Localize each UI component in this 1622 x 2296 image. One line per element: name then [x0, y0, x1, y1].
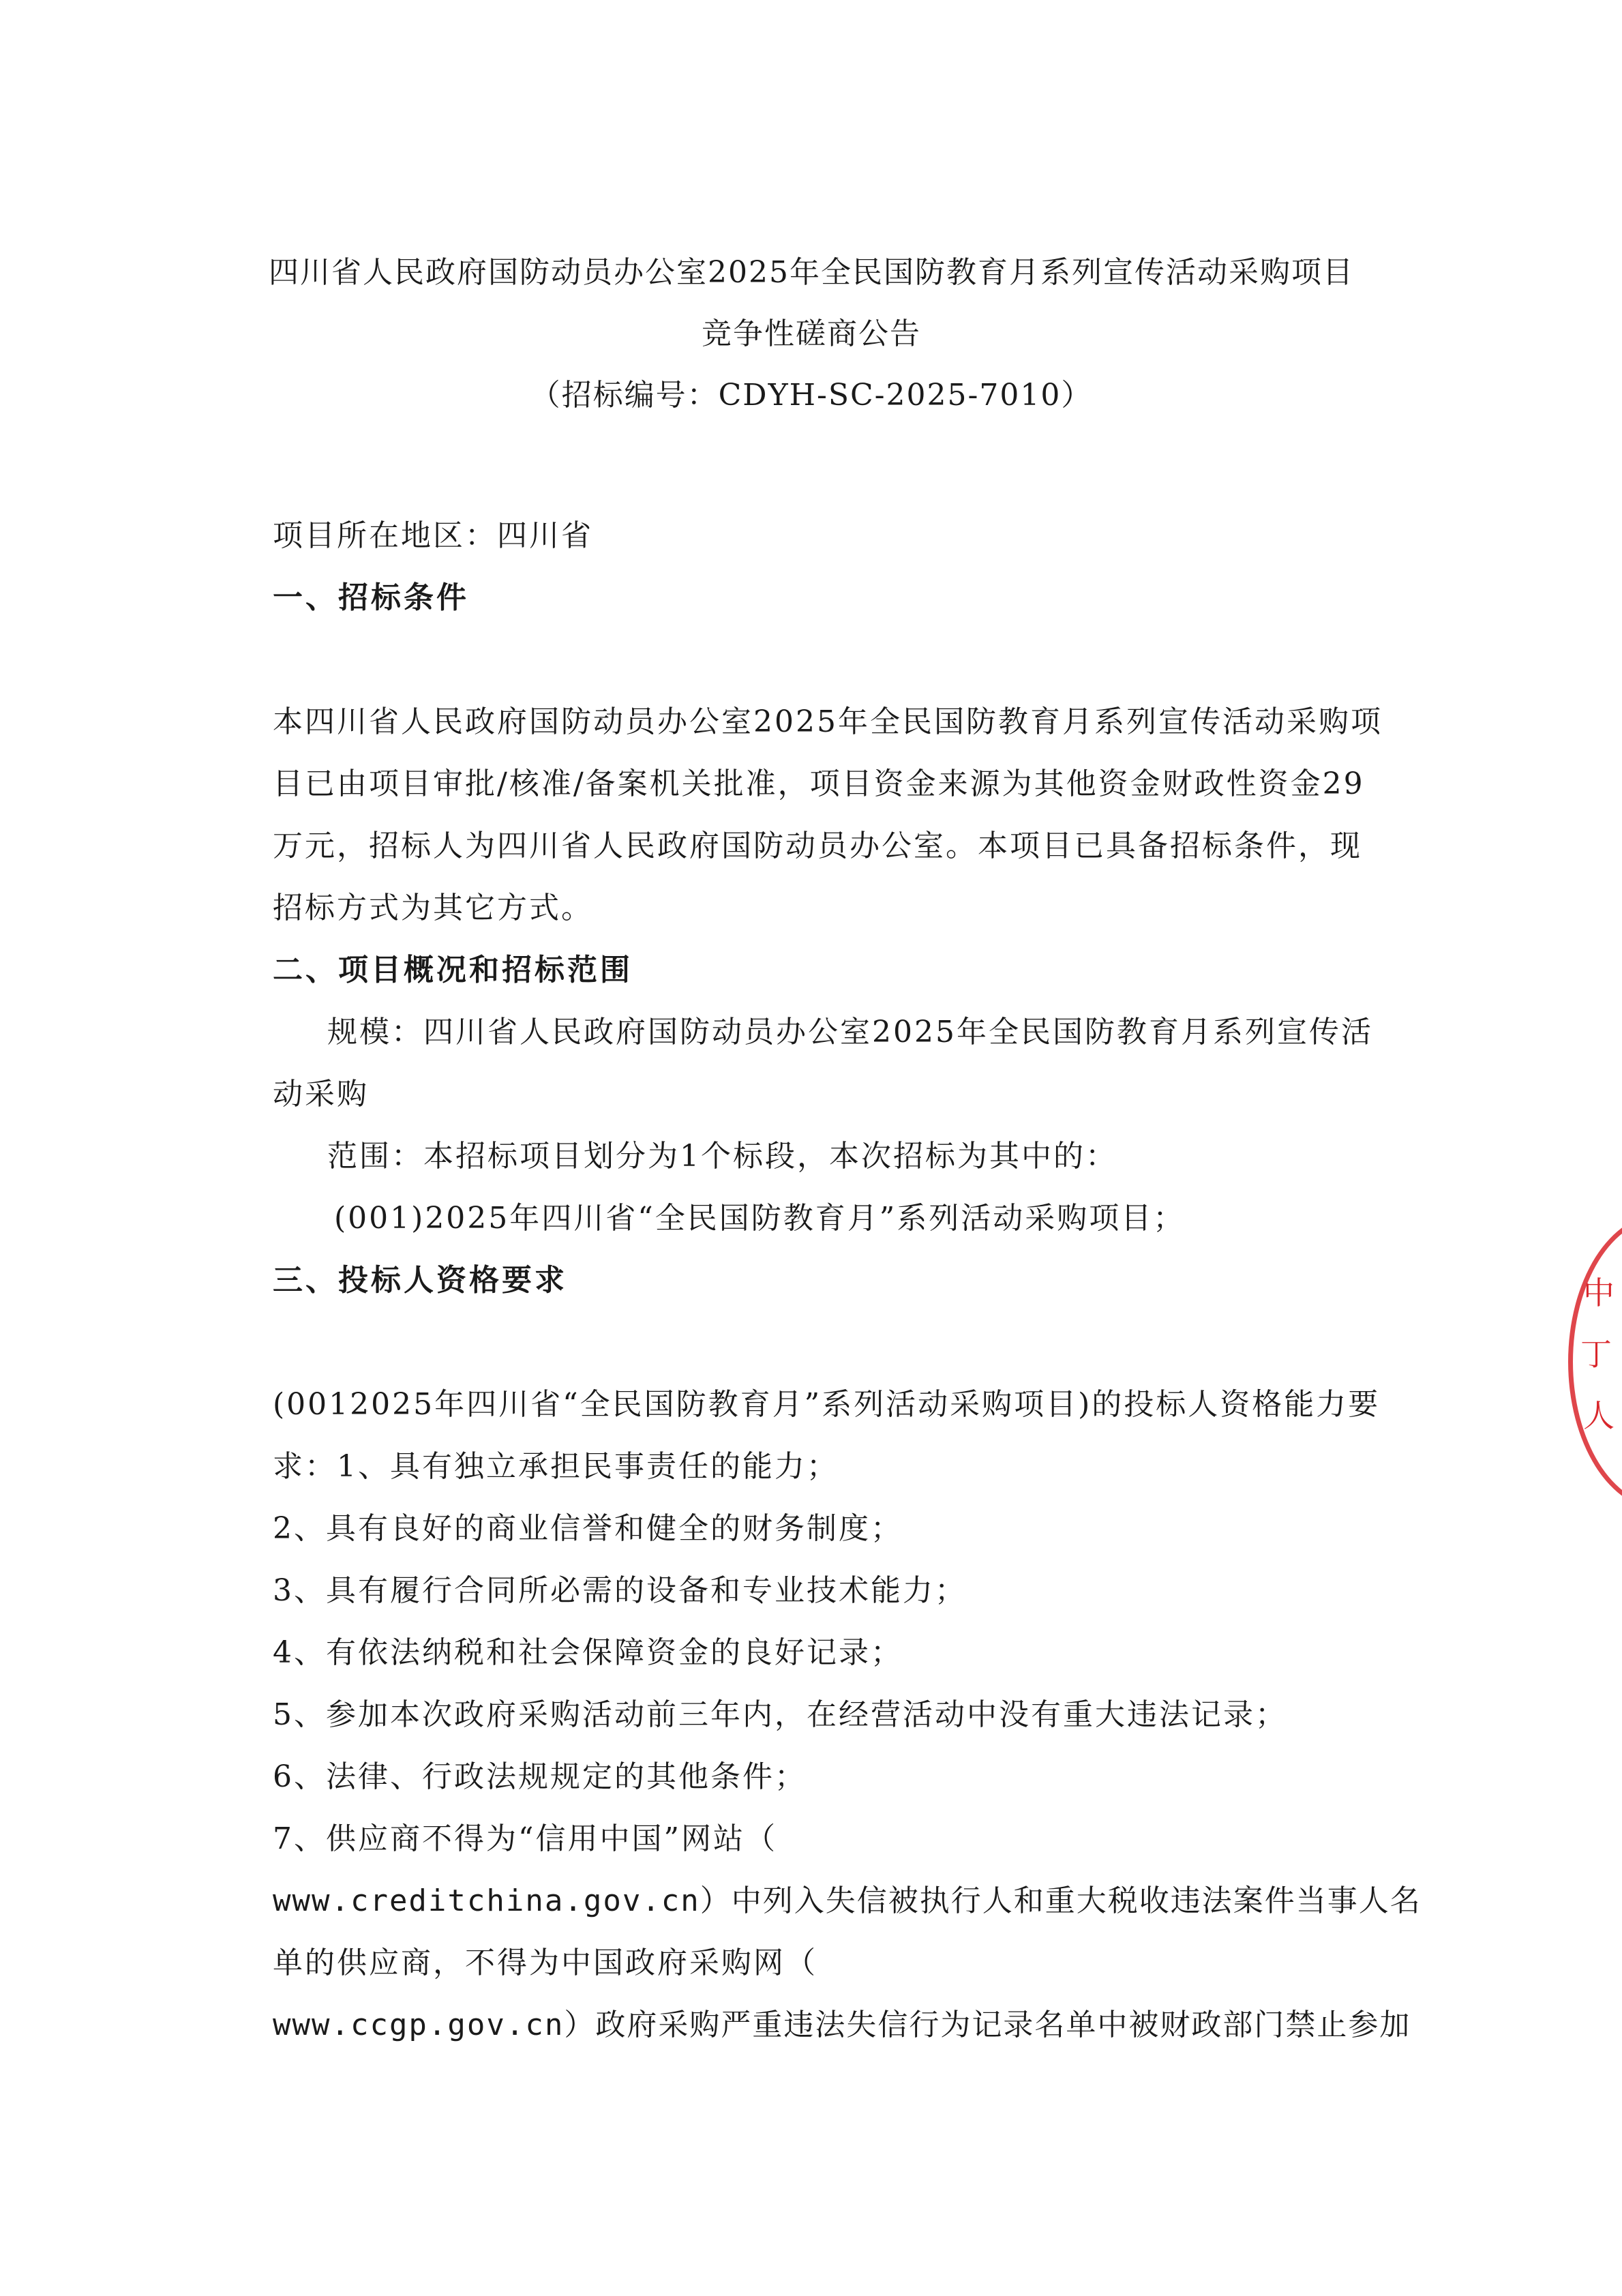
requirement-line: 7、供应商不得为“信用中国”网站（ — [273, 1821, 777, 1856]
title-line-2: 竞争性磋商公告 — [702, 316, 921, 351]
seal-fragment-glyph: 人 — [1583, 1397, 1615, 1434]
requirement-line: 6、法律、行政法规规定的其他条件； — [273, 1759, 807, 1794]
seal-fragment-glyph: 丁 — [1580, 1336, 1612, 1373]
section-heading-project-overview: 二、项目概况和招标范围 — [273, 953, 633, 987]
requirement-line: 5、参加本次政府采购活动前三年内，在经营活动中没有重大违法记录； — [273, 1697, 1287, 1732]
requirement-line: 4、有依法纳税和社会保障资金的良好记录； — [273, 1635, 903, 1670]
spacer — [273, 629, 1377, 691]
scale-line-continued: 动采购 — [273, 1077, 369, 1112]
project-location: 项目所在地区：四川省 — [273, 518, 593, 553]
requirement-line-url: www.creditchina.gov.cn）中列入失信被执行人和重大税收违法案件当事人名 — [273, 1883, 1422, 1918]
requirement-line: (0012025年四川省“全民国防教育月”系列活动采购项目)的投标人资格能力要 — [273, 1387, 1381, 1422]
paragraph-line: 万元，招标人为四川省人民政府国防动员办公室。本项目已具备招标条件，现 — [273, 829, 1362, 863]
requirement-line: 2、具有良好的商业信誉和健全的财务制度； — [273, 1511, 903, 1546]
scope-line: 范围：本招标项目划分为1个标段，本次招标为其中的： — [327, 1139, 1117, 1174]
seal-fragment-glyph: 中 — [1583, 1274, 1615, 1311]
section-heading-tender-conditions: 一、招标条件 — [273, 580, 469, 615]
paragraph-line: 招标方式为其它方式。 — [273, 891, 593, 925]
requirement-line-url: www.ccgp.gov.cn）政府采购严重违法失信行为记录名单中被财政部门禁止参加 — [273, 2008, 1411, 2042]
requirement-line: 单的供应商，不得为中国政府采购网（ — [273, 1945, 817, 1980]
document-body — [273, 505, 1422, 2056]
lot-line: (001)2025年四川省“全民国防教育月”系列活动采购项目； — [334, 1201, 1186, 1236]
requirement-line: 3、具有履行合同所必需的设备和专业技术能力； — [273, 1573, 967, 1608]
section-heading-bidder-qualifications: 三、投标人资格要求 — [273, 1263, 567, 1298]
title-line-1: 四川省人民政府国防动员办公室2025年全民国防教育月系列宣传活动采购项目 — [269, 255, 1354, 290]
scale-line: 规模：四川省人民政府国防动员办公室2025年全民国防教育月系列宣传活 — [327, 1015, 1373, 1049]
paragraph-line: 目已由项目审批/核准/备案机关批准，项目资金来源为其他资金财政性资金29 — [273, 766, 1365, 801]
paragraph-line: 本四川省人民政府国防动员办公室2025年全民国防教育月系列宣传活动采购项 — [273, 704, 1383, 739]
requirement-line: 求：1、具有独立承担民事责任的能力； — [273, 1449, 839, 1484]
tender-number: （招标编号：CDYH-SC-2025-7010） — [530, 378, 1093, 413]
spacer — [273, 1311, 1377, 1373]
document-title — [205, 242, 1418, 426]
